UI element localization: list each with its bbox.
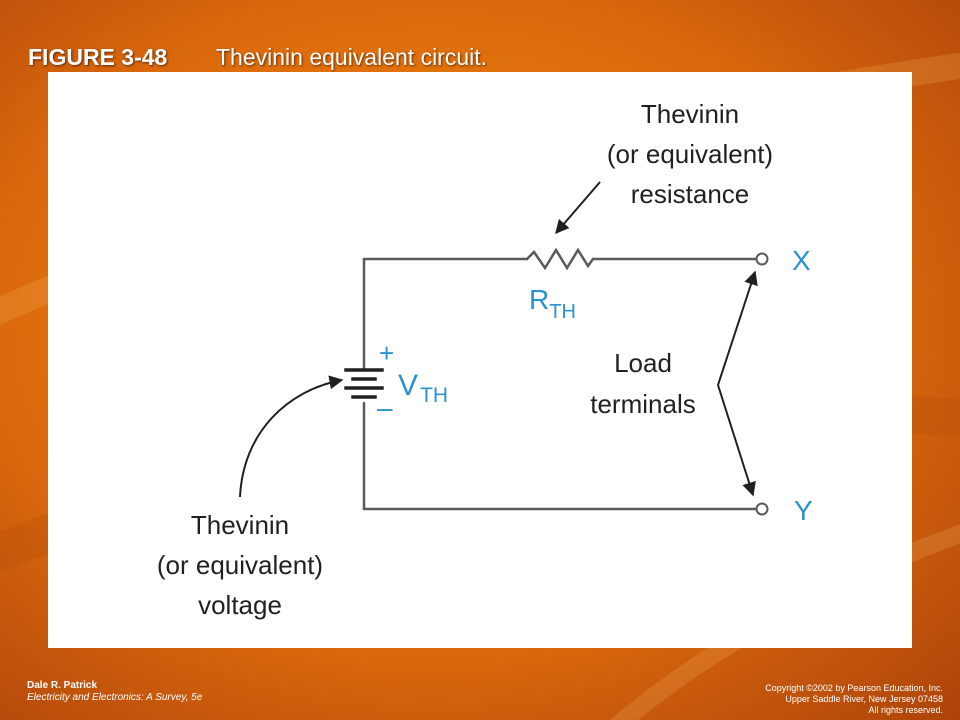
load-note-line-2: terminals — [590, 389, 696, 419]
minus-sign: – — [377, 392, 393, 423]
author-name: Dale R. Patrick — [27, 680, 98, 691]
source-label-subscript: TH — [420, 384, 449, 407]
voltage-note-line-2: (or equivalent) — [156, 550, 324, 580]
book-title: Electricity and Electronics: A Survey, 5e — [27, 692, 203, 703]
figure-number: FIGURE 3-48 — [28, 44, 168, 70]
copyright-line-1: Copyright ©2002 by Pearson Education, Inc. — [765, 683, 943, 693]
slide-title — [28, 44, 487, 71]
footer-credits — [27, 680, 202, 704]
resistor-label-subscript: TH — [549, 301, 576, 323]
resistance-note-line-1: Thevinin — [640, 99, 740, 129]
copyright-line-2: Upper Saddle River, New Jersey 07458 — [785, 694, 943, 704]
plus-sign: + — [379, 338, 395, 368]
resistance-note-line-3: resistance — [630, 179, 750, 209]
voltage-note-line-3: voltage — [198, 590, 282, 620]
voltage-note-line-1: Thevinin — [190, 510, 290, 540]
terminal-y-node — [757, 504, 768, 515]
source-label-main: V — [398, 369, 419, 402]
copyright-line-3: All rights reserved. — [868, 705, 943, 715]
load-note-line-1: Load — [614, 348, 672, 378]
copyright-notice — [765, 683, 943, 716]
load-terminals-arrow — [718, 272, 755, 495]
terminal-x-node — [757, 254, 768, 265]
resistor-label — [529, 284, 576, 323]
voltage-arrow — [240, 380, 342, 497]
source-label — [398, 369, 448, 407]
terminal-x-label: X — [792, 245, 811, 276]
resistor-label-main: R — [529, 284, 550, 315]
circuit-diagram — [48, 72, 912, 648]
terminal-y-label: Y — [794, 495, 813, 526]
resistor-symbol — [527, 250, 593, 268]
figure-caption: Thevinin equivalent circuit. — [216, 44, 488, 70]
resistance-note-line-2: (or equivalent) — [606, 139, 774, 169]
resistance-arrow — [556, 182, 600, 233]
diagram-panel — [48, 72, 912, 648]
